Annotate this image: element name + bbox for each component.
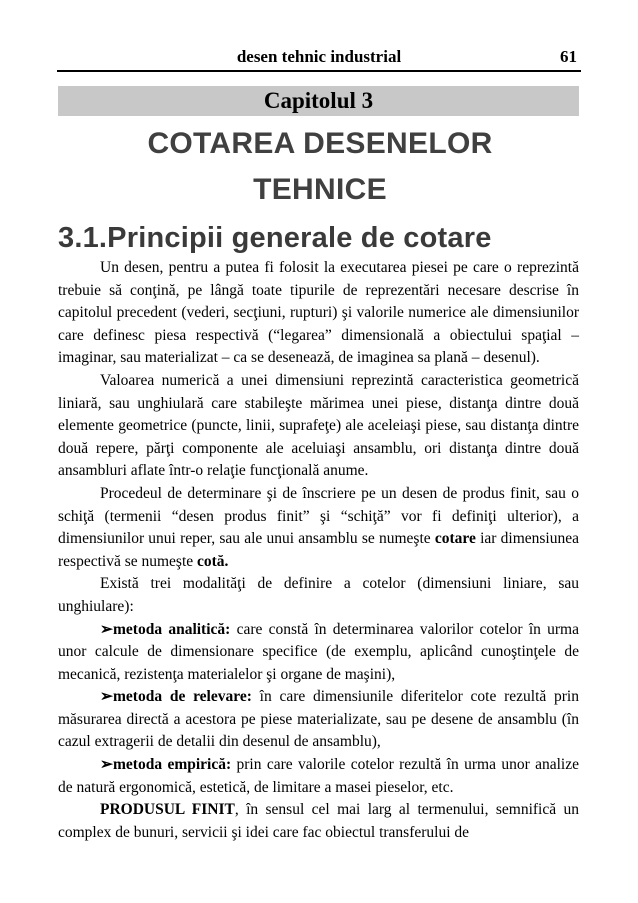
term-cotare: cotare bbox=[434, 530, 476, 548]
bullet-label-empiric: metoda empirică: bbox=[113, 756, 232, 774]
arrow-bullet-icon: ➢ bbox=[100, 620, 113, 638]
bullet-text-relevare: în care dimensiunile diferitelor cote rezultă prin măsurarea directă a acestora pe piese materializate, sau pe desene de ansamblu (în cazul extragerii de detalii din desenul de ansamblu), bbox=[58, 688, 579, 751]
paragraph-5-text: , în sensul cel mai larg al termenului, semnifică un complex de bunuri, servicii şi idei care fac obiectul transferului de bbox=[58, 801, 579, 841]
bullet-item-analytic bbox=[58, 619, 579, 687]
paragraph-1: Un desen, pentru a putea fi folosit la executarea piesei pe care o reprezintă trebuie să conţină, pe lângă toate tipurile de reprezentări necesare descrise în capitolul precedent (vederi, secţiuni, rupturi) şi valorile numerice ale dimensiunilor care definesc piesa respectivă (“legarea” dimensională a obiectului spaţial – imaginar, sau materializat – ca se desenează, de imaginea sa plană – desenul). bbox=[58, 259, 579, 367]
bullet-label-relevare: metoda de relevare: bbox=[113, 688, 252, 706]
chapter-title-line-1: COTAREA DESENELOR bbox=[147, 127, 493, 160]
bullet-item-relevare bbox=[58, 686, 579, 754]
paragraph-3-text-start: Procedeul de determinare şi de înscriere pe un desen de produs finit, sau o schiţă (termenii “desen produs finit” şi “schiţă” vor fi definiţi ulterior), a dimensiunilor unui reper, sau ale unui ansamblu se numeşte bbox=[58, 484, 579, 548]
chapter-label: Capitolul 3 bbox=[58, 86, 579, 116]
section-title: 3.1.Principii generale de cotare bbox=[58, 222, 492, 254]
paragraph-5 bbox=[58, 799, 579, 844]
body-text bbox=[58, 257, 579, 844]
paragraph-3 bbox=[58, 483, 579, 573]
arrow-bullet-icon: ➢ bbox=[100, 756, 113, 774]
term-produsul-finit: PRODUSUL FINIT bbox=[100, 801, 235, 819]
page-number: 61 bbox=[560, 47, 577, 66]
running-header bbox=[57, 44, 581, 72]
paragraph-3-text-mid: iar dimensiunea respectivă se numeşte bbox=[58, 530, 579, 570]
bullet-item-empiric bbox=[58, 754, 579, 799]
running-title: desen tehnic industrial bbox=[236, 47, 402, 66]
arrow-bullet-icon: ➢ bbox=[100, 688, 113, 706]
chapter-title bbox=[100, 121, 540, 213]
paragraph-2: Valoarea numerică a unei dimensiuni reprezintă caracteristica geometrică liniară, sau unghiulară care stabileşte mărimea unei piese, distanţa dintre două elemente geometrice (puncte, linii, suprafeţe) ale aceleiaşi piese, sau distanţa dintre două repere, părţi componente ale aceluiaşi ansamblu, ori distanţa dintre două ansambluri aflate într-o relaţie funcţională anume. bbox=[58, 371, 579, 480]
bullet-text-empiric: prin care valorile cotelor rezultă în urma unor analize de natură ergonomică, estetică, de limitare a masei pieselor, etc. bbox=[58, 756, 579, 796]
paragraph-4: Există trei modalităţi de definire a cotelor (dimensiuni liniare, sau unghiulare): bbox=[58, 575, 579, 615]
term-cota: cotă. bbox=[197, 552, 229, 570]
chapter-title-line-2: TEHNICE bbox=[253, 173, 387, 206]
bullet-text-analytic: care constă în determinarea valorilor cotelor în urma unor calcule de dimensionare specifice (de exemplu, aplicând cunoştinţele de mecanică, rezistenţa materialelor şi organe de maşini), bbox=[58, 620, 579, 683]
bullet-label-analytic: metoda analitică: bbox=[113, 620, 231, 638]
